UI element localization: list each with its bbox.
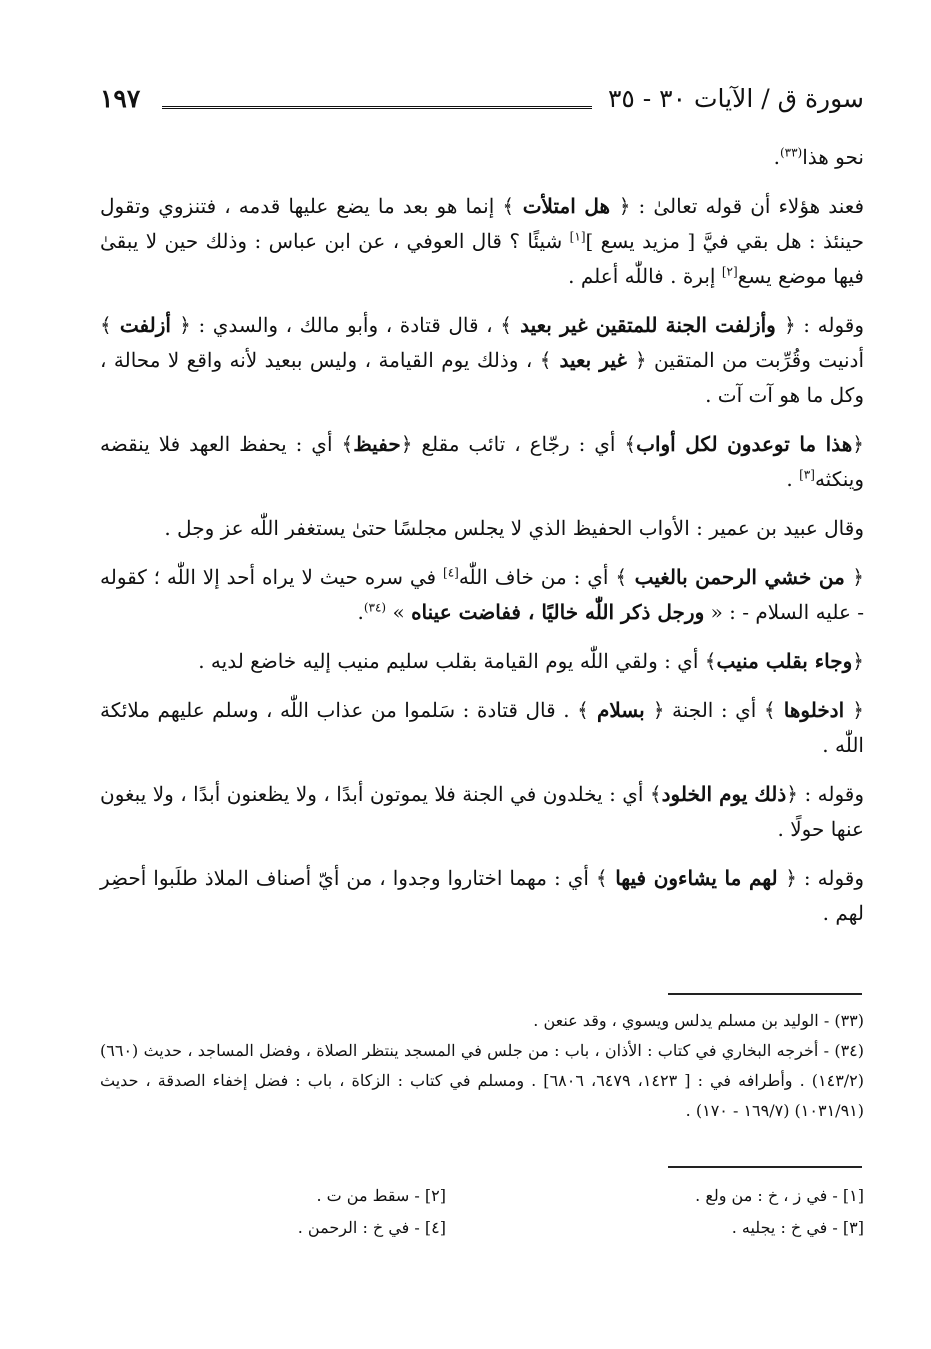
text: أي : مهما اختاروا وجدوا ، من أيّ أصناف الملاذ طلَبوا أحضِر لهم . [100, 866, 864, 925]
text: أي : من خاف اللّٰه [458, 565, 616, 589]
quran-bracket-open: ﴿ [785, 866, 797, 890]
paragraph-6 [100, 644, 864, 679]
variant-number: [١] [842, 1186, 864, 1205]
paragraph-0 [100, 140, 864, 175]
text: وقوله : [795, 313, 864, 337]
quran-bracket-open: ﴿ [852, 649, 864, 673]
text: ، قال قتادة ، وأبو مالك ، والسدي : [190, 313, 501, 337]
text: . قال قتادة : سَلموا من عذاب اللّٰه ، وسلم عليهم ملائكة اللّٰه . [100, 698, 864, 757]
variant-note-1 [695, 1180, 864, 1212]
paragraph-5 [100, 560, 864, 630]
quran-quote: بسلام [588, 698, 653, 722]
text: إبرة . فاللّٰه أعلم . [568, 264, 722, 288]
footnote-ref-34: (٣٤) [363, 600, 387, 615]
variant-ref-4: [٤] [443, 565, 459, 580]
quran-quote: وجاء بقلب منيب [716, 649, 853, 673]
variant-text: - سقط من ت . [316, 1186, 425, 1205]
quran-bracket-open: ﴿ [652, 698, 665, 722]
paragraph-3 [100, 427, 864, 497]
text: . [773, 145, 780, 169]
quran-quote: وأزلفت الجنة للمتقين غير بعيد [511, 313, 785, 337]
variant-text: - في خ : الرحمن . [297, 1218, 425, 1237]
variant-ref-2: [٢] [721, 264, 738, 279]
text: في سره حيث لا يراه أحد إلا اللّٰه ؛ كقوله - عليه السلام - : « [100, 565, 864, 624]
header-rule [162, 106, 592, 109]
variant-text: - في ز ، خ : من ولع . [695, 1186, 843, 1205]
quran-bracket-close: ﴾ [341, 432, 354, 456]
quran-bracket-open: ﴿ [179, 313, 191, 337]
text: أي : يحفظ العهد فلا ينقضه وينكثه [100, 432, 864, 491]
text: فعند هؤلاء أن قوله تعالىٰ : [630, 194, 865, 218]
quran-bracket-open: ﴿ [852, 432, 864, 456]
quran-bracket-open: ﴿ [634, 348, 647, 372]
quran-bracket-open: ﴿ [784, 313, 796, 337]
footnote-number: (٣٤) [834, 1041, 864, 1060]
variant-note-4 [298, 1212, 446, 1244]
paragraph-7 [100, 693, 864, 763]
footnote-text: - الوليد بن مسلم يدلس ويسوي ، وقد عنعن . [533, 1011, 835, 1030]
quran-bracket-close: ﴾ [502, 194, 515, 218]
page-number: ١٩٧ [100, 84, 141, 113]
quran-quote: من خشي الرحمن بالغيب [627, 565, 853, 589]
text: إنما هو بعد ما يضع عليها قدمه ، فتنزوي وتقول حينئذ : هل بقي فيَّ [ مزيد يسع ] [100, 194, 865, 253]
variant-ref-1: [١] [569, 229, 586, 244]
quran-bracket-open: ﴿ [852, 698, 864, 722]
text: » [386, 600, 412, 624]
text: وقوله : [798, 782, 865, 806]
quran-quote: لهم ما يشاءون فيها [607, 866, 786, 890]
footnotes [100, 1006, 864, 1126]
quran-bracket-open: ﴿ [786, 782, 799, 806]
variant-ref-3: [٣] [799, 467, 815, 482]
footnote-text: - أخرجه البخاري في كتاب : الأذان ، باب : من جلس في المسجد ينتظر الصلاة ، وفضل المساجد ، حديث (٦٦٠) (١٤٣/٢) . وأطرافه في : [ ١٤٢٣، ٦٤٧٩، ٦٨٠٦] . ومسلم في كتاب : الزكاة ، باب : فضل إخفاء الصدقة ، حديث (١٠٣١/٩١) (١٦٩/٧ - ١٧٠) . [100, 1041, 865, 1120]
quran-bracket-close: ﴾ [649, 782, 662, 806]
hadith-quote: ورجل ذكر اللّٰه خاليًا ، ففاضت عيناه [411, 600, 705, 624]
surah-title: سورة ق / الآيات ٣٠ - ٣٥ [607, 84, 864, 113]
main-text [100, 140, 864, 945]
text: أي : الجنة [664, 698, 764, 722]
text: أي : رجّاع ، تائب مقلع [412, 432, 625, 456]
quran-bracket-close: ﴾ [100, 313, 112, 337]
quran-bracket-close: ﴾ [763, 698, 776, 722]
text: نحو هذا [802, 145, 864, 169]
variant-notes-separator [668, 1166, 862, 1168]
paragraph-8 [100, 777, 864, 847]
paragraph-2 [100, 308, 864, 413]
variant-number: [٣] [842, 1218, 864, 1237]
text: شيئًا ؟ قال العوفي ، عن ابن عباس : وذلك حين لا يبقىٰ فيها موضع يسع [100, 229, 864, 288]
paragraph-1 [100, 189, 864, 294]
quran-bracket-open: ﴿ [618, 194, 631, 218]
variant-number: [٢] [424, 1186, 446, 1205]
quran-bracket-close: ﴾ [577, 698, 589, 722]
footnote-34 [100, 1036, 864, 1126]
text: . [786, 467, 800, 491]
quran-bracket-open: ﴿ [852, 565, 864, 589]
page-header [100, 84, 864, 124]
quran-quote: ادخلوها [775, 698, 853, 722]
footnote-number: (٣٣) [834, 1011, 864, 1030]
text: وقوله : [796, 866, 864, 890]
variant-note-3 [732, 1212, 864, 1244]
quran-bracket-close: ﴾ [500, 313, 512, 337]
quran-quote: حفيظ [353, 432, 401, 456]
quran-bracket-close: ﴾ [615, 565, 628, 589]
footnote-separator [668, 993, 862, 995]
variant-number: [٤] [424, 1218, 446, 1237]
quran-bracket-close: ﴾ [624, 432, 637, 456]
quran-bracket-close: ﴾ [539, 348, 552, 372]
text: أدنيت وقُرِّبت من المتقين [646, 348, 865, 372]
paragraph-4 [100, 511, 864, 546]
quran-quote: هل امتلأت [514, 194, 619, 218]
quran-quote: غير بعيد [551, 348, 635, 372]
text: ، وذلك يوم القيامة ، وليس ببعيد لأنه واقع لا محالة ، وكل ما هو آت آت . [100, 348, 864, 407]
text: أي : يخلدون في الجنة فلا يموتون أبدًا ، ولا يظعنون أبدًا ، ولا يبغون عنها حولًا . [100, 782, 864, 841]
quran-quote: أزلفت [111, 313, 180, 337]
variant-notes [100, 1180, 864, 1250]
variant-text: - في خ : يجليه . [731, 1218, 843, 1237]
quran-quote: هذا ما توعدون لكل أواب [636, 432, 853, 456]
quran-bracket-close: ﴾ [595, 866, 608, 890]
footnote-ref-33: (٣٣) [779, 145, 803, 160]
quran-quote: ذلك يوم الخلود [661, 782, 787, 806]
text: وقال عبيد بن عمير : الأواب الحفيظ الذي لا يجلس مجلسًا حتىٰ يستغفر اللّٰه عز وجل . [164, 516, 864, 540]
variant-note-2 [316, 1180, 446, 1212]
quran-bracket-close: ﴾ [704, 649, 717, 673]
footnote-33 [100, 1006, 864, 1036]
text: أي : ولقي اللّٰه يوم القيامة بقلب سليم منيب إليه خاضع لديه . [198, 649, 705, 673]
quran-bracket-open: ﴿ [400, 432, 413, 456]
text: . [357, 600, 364, 624]
paragraph-9 [100, 861, 864, 931]
